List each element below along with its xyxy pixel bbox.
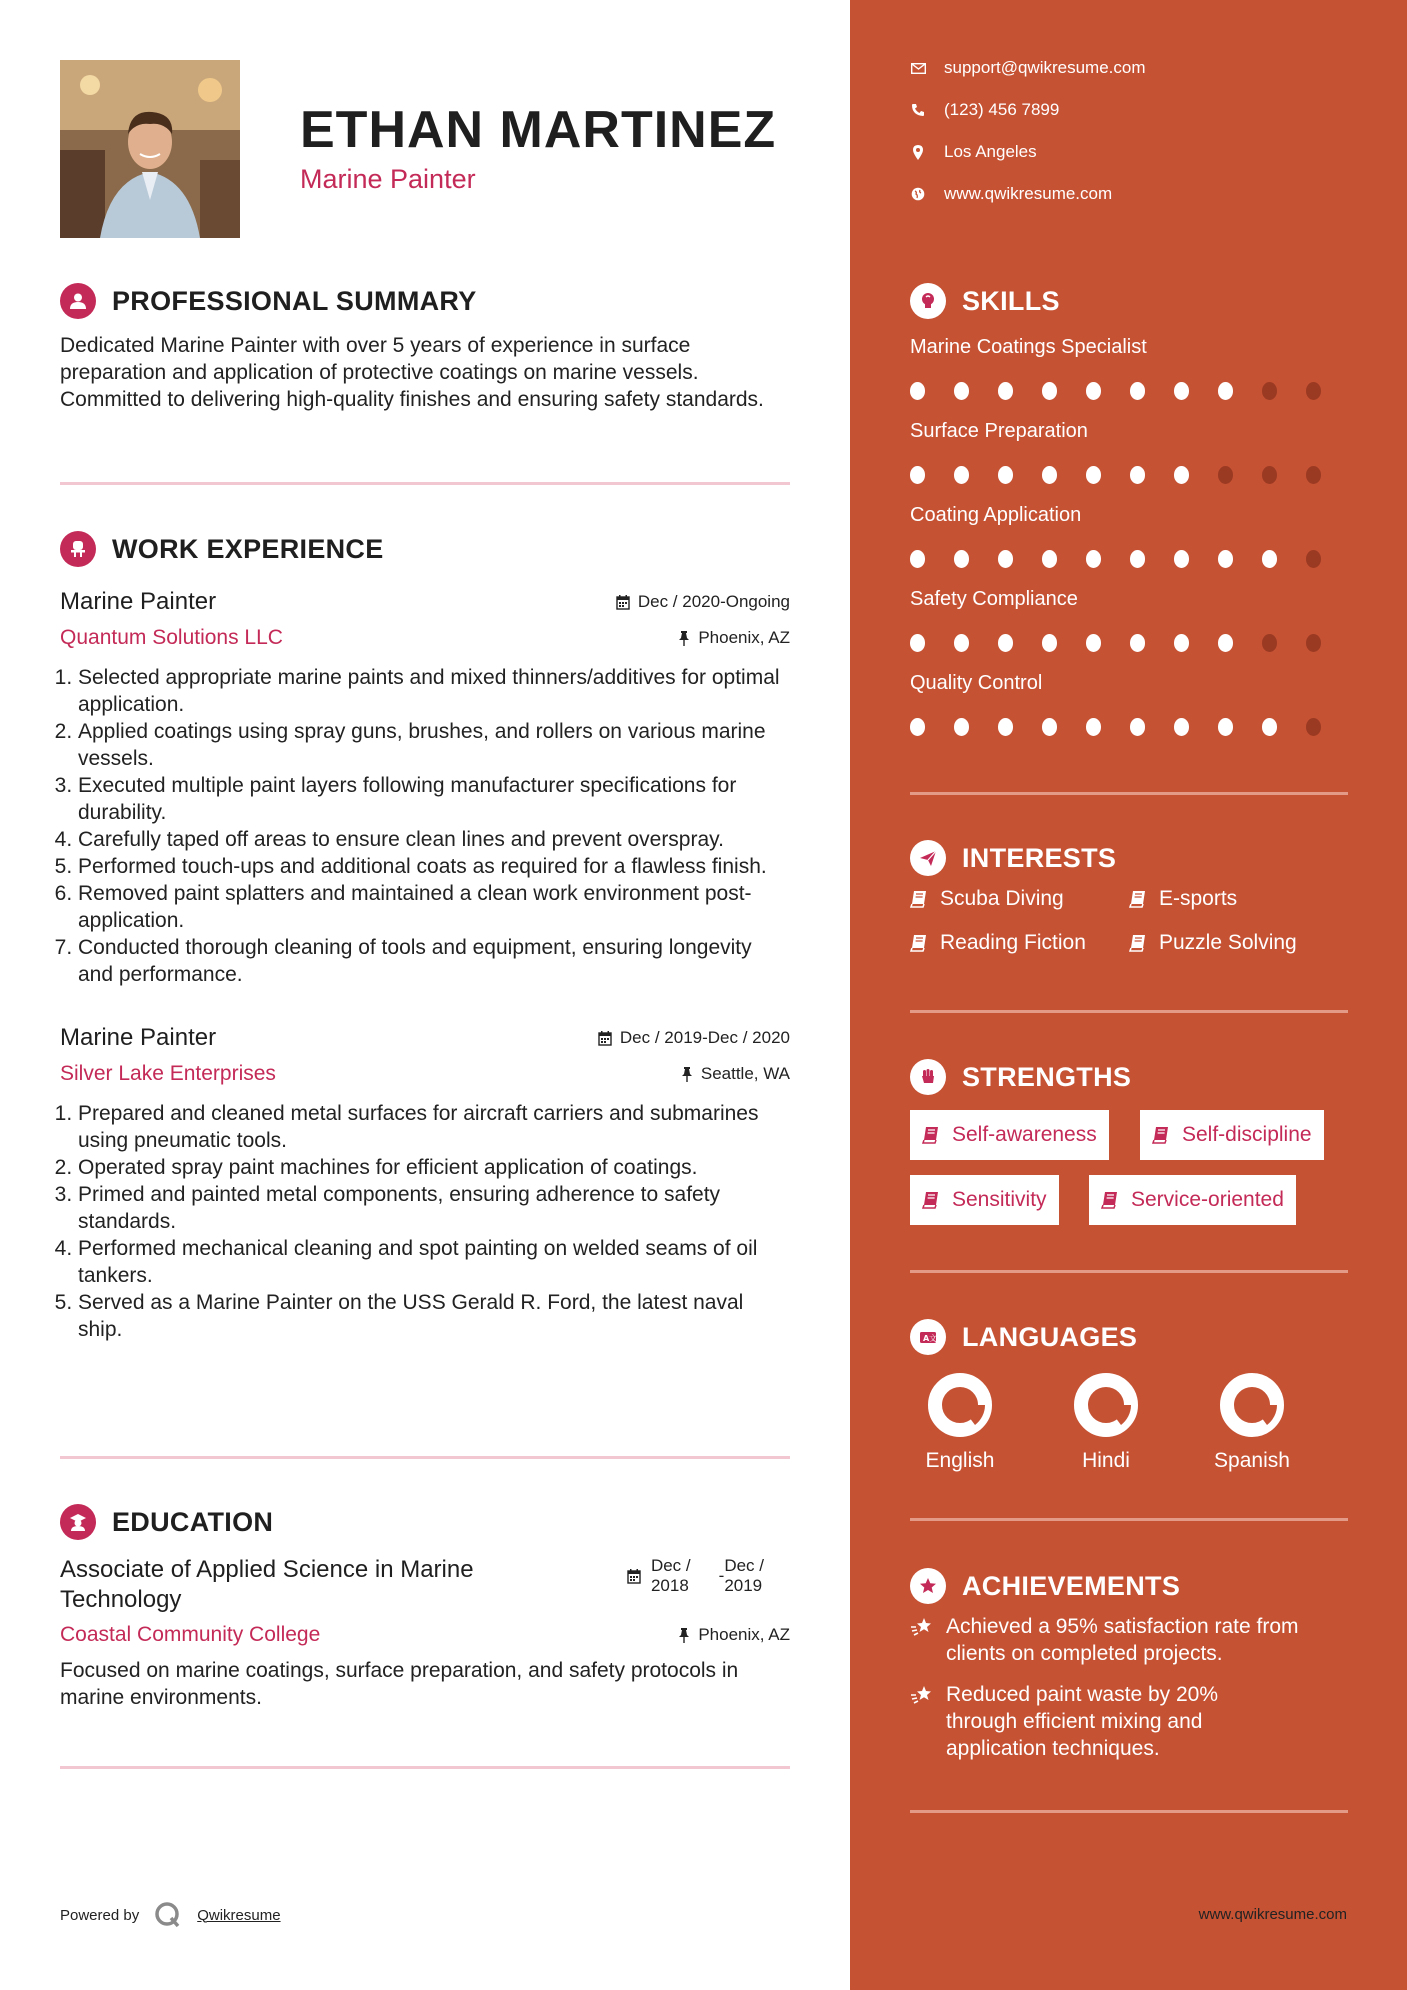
rating-dot-filled (910, 550, 925, 568)
experience-section (60, 530, 790, 1343)
language-item (1051, 1372, 1161, 1473)
location-text: Los Angeles (944, 142, 1037, 161)
date-start-year: 2018 (650, 1576, 689, 1595)
education-section (60, 1503, 790, 1711)
divider (910, 792, 1348, 795)
job-entry (60, 1024, 790, 1343)
user-icon (60, 283, 96, 319)
rating-dot-filled (1042, 550, 1057, 568)
skill-item (910, 420, 1350, 484)
star-badge-icon (910, 1568, 946, 1604)
profile-photo (60, 60, 240, 238)
languages-section (910, 1318, 1350, 1356)
summary-section (60, 282, 790, 413)
rating-dot-empty (1306, 718, 1321, 736)
rating-dot-filled (1130, 382, 1145, 400)
pin-icon (681, 1067, 693, 1082)
rating-dot-filled (1042, 382, 1057, 400)
language-name: English (925, 1449, 995, 1472)
rating-dot-filled (954, 466, 969, 484)
rating-dot-filled (954, 634, 969, 652)
contact-email[interactable] (910, 58, 1146, 78)
job-title: Marine Painter (60, 1024, 217, 1051)
rating-dot-filled (1174, 550, 1189, 568)
list-item: 6. Removed paint splatters and maintained a clean work environment post-application. (78, 880, 790, 934)
divider (60, 482, 790, 485)
strength-tag: Service-oriented (1089, 1175, 1296, 1225)
list-item: 1. Selected appropriate marine paints and mixed thinners/additives for optimal application. (78, 664, 790, 718)
list-item: 4. Carefully taped off areas to ensure clean lines and prevent overspray. (78, 826, 790, 853)
list-item: 3. Executed multiple paint layers following manufacturer specifications for durability. (78, 772, 790, 826)
map-pin-icon (913, 145, 923, 160)
book-icon (1101, 1191, 1119, 1209)
qwikresume-link[interactable]: Qwikresume (197, 1906, 281, 1924)
rating-dot-filled (1086, 550, 1101, 568)
interests-section (910, 839, 1350, 877)
rating-dot-filled (1218, 550, 1233, 568)
rating-dot-filled (910, 466, 925, 484)
book-icon (910, 890, 928, 908)
shooting-star-icon (910, 1683, 934, 1707)
interests-heading: INTERESTS (962, 842, 1117, 873)
date-start-month: Dec / (650, 1556, 691, 1575)
skill-item (910, 588, 1350, 652)
skill-item (910, 504, 1350, 568)
skill-name: Surface Preparation (910, 420, 1088, 442)
skill-rating (910, 634, 1350, 652)
book-icon (910, 934, 928, 952)
interest-item: Reading Fiction (910, 931, 1086, 955)
rating-dot-filled (998, 718, 1013, 736)
degree-title: Associate of Applied Science in Marine Technology (60, 1556, 474, 1613)
skill-item (910, 336, 1350, 400)
list-item: 5. Served as a Marine Painter on the USS Gerald R. Ford, the latest naval ship. (78, 1289, 790, 1343)
pin-icon (678, 631, 690, 646)
svg-text:A: A (923, 1334, 930, 1343)
school-location: Phoenix, AZ (698, 1625, 790, 1644)
duties-list (60, 1100, 790, 1343)
divider (60, 1766, 790, 1769)
language-chart (1073, 1372, 1139, 1438)
education-heading: EDUCATION (112, 1506, 274, 1537)
rating-dot-empty (1262, 466, 1277, 484)
job-title: Marine Painter (60, 588, 217, 615)
rating-dot-filled (910, 634, 925, 652)
divider (910, 1270, 1348, 1273)
strength-tag: Self-discipline (1140, 1110, 1324, 1160)
graduate-icon (60, 1504, 96, 1540)
rating-dot-empty (1306, 550, 1321, 568)
contact-phone[interactable] (910, 100, 1059, 120)
skill-rating (910, 550, 1350, 568)
date-separator: - (718, 1566, 725, 1585)
rating-dot-filled (998, 382, 1013, 400)
education-date (627, 1555, 764, 1597)
rating-dot-empty (1306, 382, 1321, 400)
skill-name: Marine Coatings Specialist (910, 336, 1147, 358)
calendar-icon (616, 595, 630, 610)
job-date: Dec / 2019-Dec / 2020 (619, 1028, 790, 1047)
language-chart (927, 1372, 993, 1438)
contact-location (910, 142, 1037, 162)
list-item: 2. Applied coatings using spray guns, brushes, and rollers on various marine vessels. (78, 718, 790, 772)
rating-dot-filled (1042, 466, 1057, 484)
job-location: Seattle, WA (700, 1064, 790, 1083)
language-name: Spanish (1214, 1449, 1290, 1472)
interest-item: Puzzle Solving (1129, 931, 1297, 955)
footer-powered (60, 1900, 281, 1930)
interest-item: E-sports (1129, 887, 1237, 911)
list-item: 5. Performed touch-ups and additional coats as required for a flawless finish. (78, 853, 790, 880)
list-item: 1. Prepared and cleaned metal surfaces for aircraft carriers and submarines using pneumatic tools. (78, 1100, 790, 1154)
list-item: 4. Performed mechanical cleaning and spot painting on welded seams of oil tankers. (78, 1235, 790, 1289)
rating-dot-empty (1218, 466, 1233, 484)
list-item: 7. Conducted thorough cleaning of tools and equipment, ensuring longevity and performance. (78, 934, 790, 988)
rating-dot-filled (1218, 634, 1233, 652)
summary-heading: PROFESSIONAL SUMMARY (112, 285, 477, 316)
skill-rating (910, 718, 1350, 736)
book-icon (1129, 890, 1147, 908)
candidate-name: ETHAN MARTINEZ (300, 101, 777, 159)
fist-icon (910, 1059, 946, 1095)
achievement-item: Reduced paint waste by 20% through efficient mixing and application techniques. (910, 1681, 1350, 1762)
rating-dot-empty (1306, 634, 1321, 652)
pin-icon (678, 1628, 690, 1643)
book-icon (922, 1126, 940, 1144)
summary-text: Dedicated Marine Painter with over 5 years of experience in surface preparation and application of protective coatings on marine vessels. Committed to delivering high-quality finishes and ensuring safety standards. (60, 334, 764, 411)
rating-dot-filled (1174, 466, 1189, 484)
chair-icon (60, 531, 96, 567)
rating-dot-filled (1262, 718, 1277, 736)
rating-dot-filled (954, 382, 969, 400)
language-chart (1219, 1372, 1285, 1438)
book-icon (1152, 1126, 1170, 1144)
rating-dot-filled (998, 550, 1013, 568)
rating-dot-filled (1086, 718, 1101, 736)
email-text: support@qwikresume.com (944, 58, 1146, 77)
book-icon (922, 1191, 940, 1209)
rating-dot-filled (1130, 550, 1145, 568)
job-entry (60, 588, 790, 988)
skill-item (910, 672, 1350, 736)
envelope-icon (911, 63, 926, 74)
divider (910, 1010, 1348, 1013)
skill-rating (910, 466, 1350, 484)
rating-dot-filled (1174, 634, 1189, 652)
phone-icon (911, 103, 925, 117)
school-name: Coastal Community College (60, 1623, 321, 1646)
experience-heading: WORK EXPERIENCE (112, 533, 384, 564)
rating-dot-filled (1042, 718, 1057, 736)
lightbulb-icon (910, 283, 946, 319)
skill-name: Safety Compliance (910, 588, 1078, 610)
strengths-section (910, 1058, 1350, 1096)
rating-dot-filled (1174, 382, 1189, 400)
strength-tag: Sensitivity (910, 1175, 1059, 1225)
date-end-month: Dec / (724, 1556, 764, 1575)
language-item (1197, 1372, 1307, 1473)
language-name: Hindi (1082, 1449, 1130, 1472)
rating-dot-filled (954, 550, 969, 568)
rating-dot-filled (910, 718, 925, 736)
shooting-star-icon (910, 1615, 934, 1639)
rating-dot-filled (998, 466, 1013, 484)
rating-dot-filled (1130, 634, 1145, 652)
education-description: Focused on marine coatings, surface preparation, and safety protocols in marine environments. (60, 1659, 739, 1709)
rating-dot-filled (998, 634, 1013, 652)
skill-rating (910, 382, 1350, 400)
company-name: Quantum Solutions LLC (60, 626, 283, 649)
rating-dot-empty (1262, 382, 1277, 400)
rating-dot-filled (1130, 466, 1145, 484)
achievements-section (910, 1567, 1350, 1605)
svg-text:文: 文 (929, 1334, 937, 1343)
job-date: Dec / 2020-Ongoing (637, 592, 790, 611)
rating-dot-filled (1086, 382, 1101, 400)
powered-by-label: Powered by (60, 1906, 140, 1924)
calendar-icon (598, 1031, 612, 1046)
rating-dot-filled (1130, 718, 1145, 736)
rating-dot-filled (1086, 634, 1101, 652)
rating-dot-empty (1306, 466, 1321, 484)
list-item: 3. Primed and painted metal components, ensuring adherence to safety standards. (78, 1181, 790, 1235)
divider (910, 1518, 1348, 1521)
interest-item: Scuba Diving (910, 887, 1064, 911)
contact-website[interactable] (910, 184, 1112, 204)
calendar-icon (627, 1569, 641, 1584)
divider (910, 1810, 1348, 1813)
sidebar (850, 0, 1407, 1990)
skills-section (910, 282, 1350, 756)
globe-icon (911, 187, 925, 201)
candidate-title: Marine Painter (300, 164, 476, 194)
rating-dot-empty (1262, 634, 1277, 652)
rating-dot-filled (1174, 718, 1189, 736)
rating-dot-filled (954, 718, 969, 736)
list-item: 2. Operated spray paint machines for efficient application of coatings. (78, 1154, 790, 1181)
translate-icon (910, 1319, 946, 1355)
languages-heading: LANGUAGES (962, 1321, 1138, 1352)
divider (60, 1456, 790, 1459)
duties-list (60, 664, 790, 988)
rating-dot-filled (1086, 466, 1101, 484)
skills-list (910, 336, 1350, 736)
rating-dot-filled (1218, 382, 1233, 400)
language-item (905, 1372, 1015, 1473)
rating-dot-filled (1218, 718, 1233, 736)
date-end-year: 2019 (724, 1576, 763, 1595)
rating-dot-filled (1042, 634, 1057, 652)
strengths-heading: STRENGTHS (962, 1061, 1132, 1092)
skill-name: Quality Control (910, 672, 1043, 694)
job-location: Phoenix, AZ (698, 628, 790, 647)
footer-site[interactable]: www.qwikresume.com (1198, 1906, 1347, 1923)
rating-dot-filled (1262, 550, 1277, 568)
phone-text: (123) 456 7899 (944, 100, 1060, 119)
achievements-heading: ACHIEVEMENTS (962, 1570, 1181, 1601)
rating-dot-filled (910, 382, 925, 400)
paper-plane-icon (910, 840, 946, 876)
strength-tag: Self-awareness (910, 1110, 1109, 1160)
qwikresume-logo-icon (153, 1900, 183, 1930)
skill-name: Coating Application (910, 504, 1082, 526)
book-icon (1129, 934, 1147, 952)
skills-heading: SKILLS (962, 285, 1060, 316)
company-name: Silver Lake Enterprises (60, 1062, 276, 1085)
website-text: www.qwikresume.com (944, 184, 1113, 203)
achievement-item: Achieved a 95% satisfaction rate from clients on completed projects. (910, 1613, 1350, 1667)
